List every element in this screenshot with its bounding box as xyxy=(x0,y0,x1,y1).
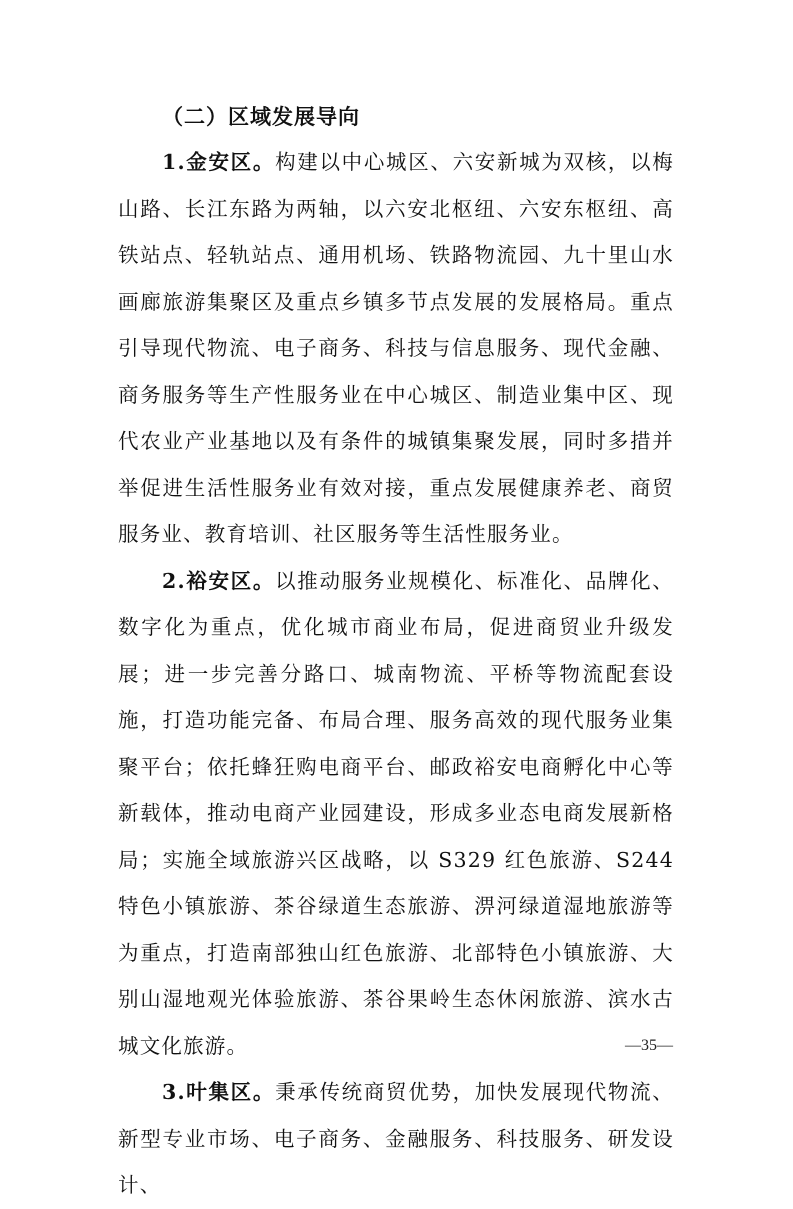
paragraph-lead: 2.裕安区。 xyxy=(162,568,276,593)
paragraph-text: 秉承传统商贸优势，加快发展现代物流、新型专业市场、电子商务、金融服务、科技服务、研发设计、 xyxy=(118,1080,674,1197)
paragraph-yeji xyxy=(118,1069,674,1209)
page-number: —35— xyxy=(625,1037,673,1054)
page-content xyxy=(118,95,674,1209)
paragraph-yuan xyxy=(118,558,674,1070)
paragraph-lead: 3.叶集区。 xyxy=(162,1080,276,1104)
section-heading: （二）区域发展导向 xyxy=(162,104,360,129)
paragraph-text: 以推动服务业规模化、标准化、品牌化、数字化为重点，优化城市商业布局，促进商贸业升级发展；进一步完善分路口、城南物流、平桥等物流配套设施，打造功能完备、布局合理、服务高效的现代服务业集聚平台；依托蜂狂购电商平台、邮政裕安电商孵化中心等新载体，推动电商产业园建设，形成多业态电商发展新格局；实施全域旅游兴区战略，以 S329 红色旅游、S244 特色小镇旅游、茶谷绿道生态旅游、淠河绿道湿地旅游等为重点，打造南部独山红色旅游、北部特色小镇旅游、大别山湿地观光体验旅游、茶谷果岭生态休闲旅游、滨水古城文化旅游。 xyxy=(118,568,674,1058)
paragraph-jinan xyxy=(118,139,674,558)
paragraph-text: 构建以中心城区、六安新城为双核，以梅山路、长江东路为两轴，以六安北枢纽、六安东枢纽、高铁站点、轻轨站点、通用机场、铁路物流园、九十里山水画廊旅游集聚区及重点乡镇多节点发展的发展格局。重点引导现代物流、电子商务、科技与信息服务、现代金融、商务服务等生产性服务业在中心城区、制造业集中区、现代农业产业基地以及有条件的城镇集聚发展，同时多措并举促进生活性服务业有效对接，重点发展健康养老、商贸服务业、教育培训、社区服务等生活性服务业。 xyxy=(118,150,674,546)
paragraph-lead: 1.金安区。 xyxy=(162,150,276,174)
